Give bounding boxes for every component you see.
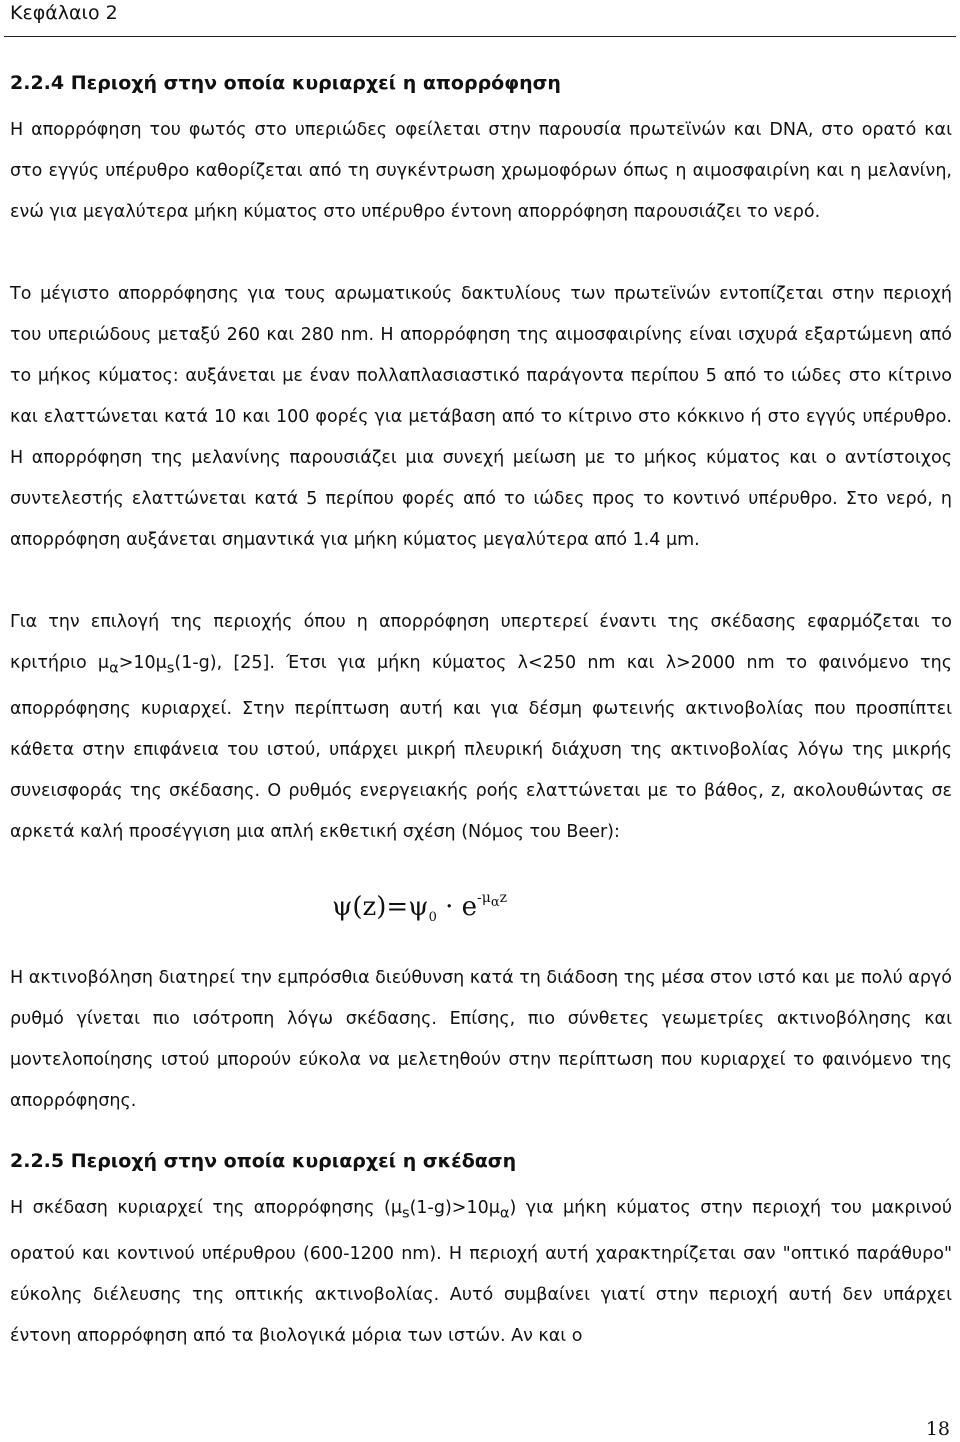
formula-exp-subscript: α [490,895,500,911]
formula-exp-var: z [499,890,508,907]
text-segment: Η σκέδαση κυριαρχεί της απορρόφησης (μ [10,1198,402,1218]
formula-exp-mu: -μ [477,890,491,907]
subscript-alpha: α [109,659,119,677]
beer-law-formula [332,892,507,925]
page-number: 18 [925,1418,950,1440]
text-segment: >10μ [118,653,167,673]
chapter-header: Κεφάλαιο 2 [10,2,118,24]
subscript-s: s [401,1204,410,1222]
paragraph-uv-absorption: Η απορρόφηση του φωτός στο υπεριώδες οφείλεται στην παρουσία πρωτεϊνών και DNA, στο ορατό και στο εγγύς υπέρυθρο καθορίζεται από τη συγκέντρωση χρωμοφόρων όπως η αιμοσφαιρίνη και η μελανίνη, ενώ για μεγαλύτερα μήκη κύματος στο υπέρυθρο έντονη απορρόφηση παρουσιάζει το νερό. [10,120,952,222]
header-divider [4,36,956,37]
formula-psi-subscript: 0 [428,910,437,926]
paragraph-scattering [10,1188,952,1357]
section-title-2-2-5: 2.2.5 Περιοχή στην οποία κυριαρχεί η σκέδαση [10,1150,517,1172]
formula-dot: · [445,892,454,922]
text-segment: Για την επιλογή της περιοχής όπου η απορρόφηση υπερτερεί έναντι της σκέδασης εφαρμόζεται το κριτήριο μ [10,612,952,673]
paragraph-absorption-criterion [10,602,952,853]
paragraph-absorption-maximum: Το μέγιστο απορρόφησης για τους αρωματικούς δακτυλίους των πρωτεϊνών εντοπίζεται στην περιοχή του υπεριώδους μεταξύ 260 και 280 nm. Η απορρόφηση της αιμοσφαιρίνης είναι ισχυρά εξαρτώμενη από το μήκος κύματος: αυξάνεται με έναν πολλαπλασιαστικό παράγοντα περίπου 5 από το ιώδες στο κίτρινο και ελαττώνεται κατά 10 και 100 φορές για μετάβαση από το κίτρινο στο κόκκινο ή στο εγγύς υπέρυθρο. Η απορρόφηση της μελανίνης παρουσιάζει μια συνεχή μείωση με το μήκος κύματος και ο αντίστοιχος συντελεστής ελαττώνεται κατά 5 περίπου φορές από το ιώδες προς το κοντινό υπέρυθρο. Στο νερό, η απορρόφηση αυξάνεται σημαντικά για μήκη κύματος μεγαλύτερα από 1.4 μm. [10,284,952,550]
paragraph-irradiation: Η ακτινοβόληση διατηρεί την εμπρόσθια διεύθυνση κατά τη διάδοση της μέσα στον ιστό και με πολύ αργό ρυθμό γίνεται πιο ισότροπη λόγω σκέδασης. Επίσης, πιο σύνθετες γεωμετρίες ακτινοβόλησης και μοντελοποίησης ιστού μπορούν εύκολα να μελετηθούν στην περίπτωση που κυριαρχεί το φαινόμενο της απορρόφησης. [10,968,952,1111]
subscript-alpha: α [499,1204,510,1222]
formula-exponent [477,890,508,911]
formula-lhs: ψ(z)=ψ [332,892,429,922]
text-segment: ) για μήκη κύματος στην περιοχή του μακρινού ορατού και κοντινού υπέρυθρου (600-1200 nm). Η περιοχή αυτή χαρακτηρίζεται σαν "οπτικό παράθυρο" εύκολης διέλευσης της οπτικής ακτινοβολίας. Αυτό συμβαίνει γιατί στην περιοχή αυτή δεν υπάρχει έντονη απορρόφηση από τα βιολογικά μόρια των ιστών. Αν και ο [10,1198,952,1346]
subscript-s: s [166,659,175,677]
formula-base: e [461,892,478,922]
text-segment: (1-g)>10μ [409,1198,500,1218]
text-segment: (1-g), [25]. Έτσι για μήκη κύματος λ<250 nm και λ>2000 nm το φαινόμενο της απορρόφησης κυριαρχεί. Στην περίπτωση αυτή και για δέσμη φωτεινής ακτινοβολίας που προσπίπτει κάθετα στην επιφάνεια του ιστού, υπάρχει μικρή πλευρική διάχυση της ακτινοβολίας λόγω της μικρής συνεισφοράς της σκέδασης. Ο ρυθμός ενεργειακής ροής ελαττώνεται με το βάθος, z, ακολουθώντας σε αρκετά καλή προσέγγιση μια απλή εκθετική σχέση (Νόμος του Beer): [10,653,952,842]
section-title-2-2-4: 2.2.4 Περιοχή στην οποία κυριαρχεί η απορρόφηση [10,72,561,94]
